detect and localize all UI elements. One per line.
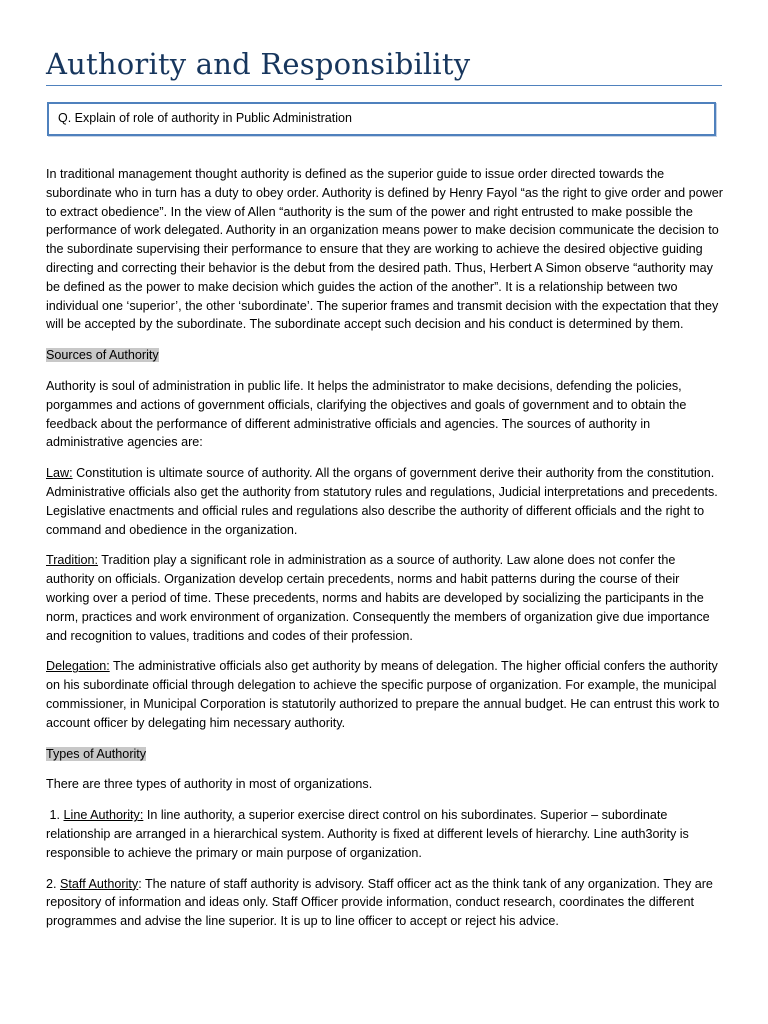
sources-intro-paragraph: Authority is soul of administration in public life. It helps the administrator to make decisions, defending the policies, porgammes and actions of government officials, clarifying the objectives and goals of government and to obtain the feedback about the performance of different administrative officials and agencies. The sources of authority in administrative agencies are: bbox=[46, 378, 687, 450]
source-text: Tradition play a significant role in administration as a source of authority. Law alone does not confer the authority on officials. Organization develop certain precedents, norms and habit patterns during the course of their working over a period of time. These precedents, norms and habits are developed by socializing the participants in the norm, practices and work environment of organization. Consequently the members of organization give due importance and recognition to values, traditions and codes of their profession. bbox=[46, 553, 710, 643]
type-text: : The nature of staff authority is advisory. Staff officer act as the think tank of any organization. They are repository of information and ideas only. Staff Officer provide information, conduct research, coordinates the different programmes and advise the line superior. It is up to line officer to accept or reject his advice. bbox=[46, 876, 713, 929]
source-text: The administrative officials also get authority by means of delegation. The higher official confers the authority on his subordinate official through delegation to achieve the specific purpose of organization. For example, the municipal commissioner, in Municipal Corporation is statutorily authorized to prepare the annual budget. He can entrust this work to account officer by delegating him necessary authority. bbox=[46, 659, 720, 730]
source-label: Delegation: bbox=[46, 659, 110, 674]
source-label: Law: bbox=[46, 466, 73, 481]
source-label: Tradition: bbox=[46, 553, 99, 568]
source-text: Constitution is ultimate source of authority. All the organs of government derive their authority from the constitution. Administrative officials also get the authority from statutory rules and regulations, Judicial interpretations and precedents. Legislative enactments and official rules and regulations also describe the authority of different officials and the right to command and obedience in the organization. bbox=[46, 466, 718, 537]
sources-heading: Sources of Authority bbox=[46, 348, 159, 363]
types-intro-paragraph: There are three types of authority in most of organizations. bbox=[46, 777, 373, 792]
section-heading-types bbox=[46, 745, 724, 764]
source-item-delegation bbox=[46, 657, 724, 732]
intro-paragraph: In traditional management thought authority is defined as the superior guide to issue order directed towards the subordinate who in turn has a duty to obey order. Authority is defined by Henry Fayol “as the right to give order and power to extract obedience”. In the view of Allen “authority is the sum of the power and right entrusted to make possible the performance of work delegated. Authority in an organization means power to make decision communicate the decision to the subordinate supervising their performance to ensure that they are working to achieve the desired objective guiding directing and correcting their behavior is the debut from the desired path. Thus, Herbert A Simon observe “authority may be defined as the power to make decision which guides the action of the another”. It is a relationship between two individual one ‘superior’, the other ‘subordinate’. The superior frames and transmit decision with the expectation that they will be accepted by the subordinate. The subordinate accept such decision and his conduct is determined by them. bbox=[46, 167, 723, 332]
type-label: Staff Authority bbox=[60, 876, 139, 891]
type-item-staff bbox=[46, 875, 724, 931]
list-number: 1. bbox=[46, 808, 64, 823]
source-item-tradition bbox=[46, 551, 724, 645]
source-item-law bbox=[46, 464, 724, 539]
type-item-line bbox=[46, 806, 724, 862]
section-heading-sources bbox=[46, 346, 724, 365]
types-heading: Types of Authority bbox=[46, 746, 147, 761]
list-number: 2. bbox=[46, 876, 61, 891]
type-text: In line authority, a superior exercise direct control on his subordinates. Superior – subordinate relationship are arranged in a hierarchical system. Authority is fixed at different levels of hierarchy. Line auth3ority is responsible to achieve the primary or main purpose of organization. bbox=[46, 808, 689, 860]
question-box: Q. Explain of role of authority in Public Administration bbox=[47, 102, 716, 136]
type-label: Line Authority: bbox=[63, 808, 144, 823]
document-title: Authority and Responsibility bbox=[46, 47, 471, 81]
title-underline bbox=[46, 85, 722, 86]
document-body bbox=[46, 165, 724, 943]
